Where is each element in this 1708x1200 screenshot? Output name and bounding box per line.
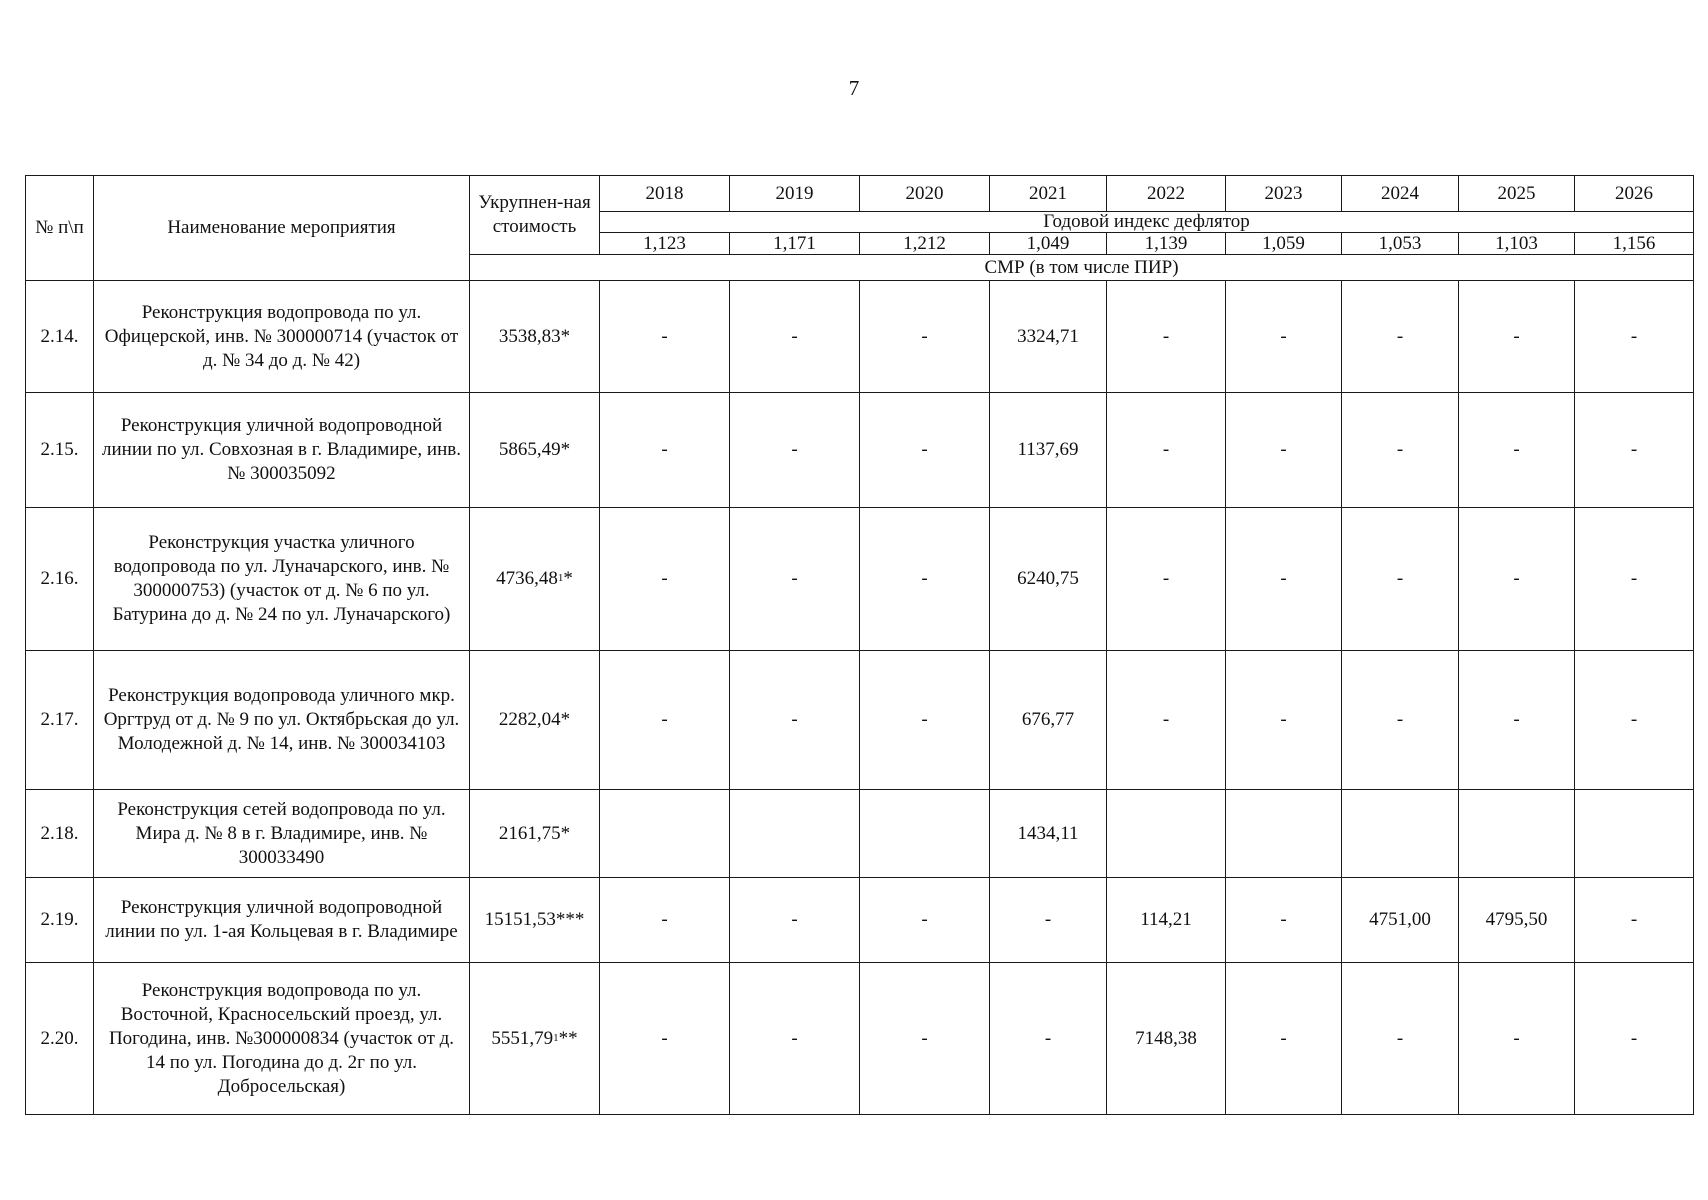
row-value: - [730, 651, 860, 790]
header-year: 2025 [1459, 176, 1575, 212]
header-year: 2020 [860, 176, 990, 212]
header-index: 1,123 [600, 233, 730, 255]
row-value: - [600, 963, 730, 1115]
row-value: - [1107, 651, 1226, 790]
header-num: № п\п [26, 176, 94, 281]
row-value: - [1107, 508, 1226, 651]
row-name: Реконструкция водопровода по ул. Офицерской, инв. № 300000714 (участок от д. № 34 до д. № 42) [94, 281, 470, 393]
cost-superscript: 1 [557, 572, 564, 584]
page-number: 7 [848, 76, 860, 100]
row-value [1342, 790, 1459, 878]
table-row [26, 393, 1694, 508]
row-value: 3324,71 [990, 281, 1107, 393]
row-value: 114,21 [1107, 878, 1226, 963]
cost-value: 4736,48 [496, 568, 558, 589]
row-value: - [1226, 878, 1342, 963]
header-name: Наименование мероприятия [94, 176, 470, 281]
header-year: 2026 [1575, 176, 1694, 212]
investment-table [25, 175, 1694, 1115]
row-name: Реконструкция водопровода уличного мкр. Оргтруд от д. № 9 по ул. Октябрьская до ул. Молодежной д. № 14, инв. № 300034103 [94, 651, 470, 790]
header-smr: СМР (в том числе ПИР) [470, 255, 1694, 281]
row-value: - [1226, 963, 1342, 1115]
row-value: - [860, 281, 990, 393]
row-value: - [1459, 281, 1575, 393]
header-deflator: Годовой индекс дефлятор [600, 212, 1694, 233]
row-value: 1137,69 [990, 393, 1107, 508]
row-value: - [860, 508, 990, 651]
row-value: - [730, 963, 860, 1115]
header-cost: Укрупнен-ная стоимость [470, 176, 600, 255]
table-row [26, 790, 1694, 878]
row-value: - [1459, 393, 1575, 508]
row-value: - [1575, 393, 1694, 508]
row-value [730, 790, 860, 878]
row-value: - [860, 963, 990, 1115]
row-value [860, 790, 990, 878]
row-value [1107, 790, 1226, 878]
row-value: - [1575, 508, 1694, 651]
cost-suffix: * [563, 568, 573, 589]
row-num: 2.20. [26, 963, 94, 1115]
row-num: 2.14. [26, 281, 94, 393]
row-value: - [1226, 508, 1342, 651]
row-name: Реконструкция участка уличного водопровода по ул. Луначарского, инв. № 300000753) (участок от д. № 6 по ул. Батурина до д. № 24 по ул. Луначарского) [94, 508, 470, 651]
header-year: 2019 [730, 176, 860, 212]
row-value: - [730, 878, 860, 963]
row-value: 1434,11 [990, 790, 1107, 878]
header-year: 2022 [1107, 176, 1226, 212]
row-num: 2.17. [26, 651, 94, 790]
row-value: 6240,75 [990, 508, 1107, 651]
row-value: - [1226, 281, 1342, 393]
row-value: - [1575, 281, 1694, 393]
row-value: 676,77 [990, 651, 1107, 790]
cost-superscript: 1 [553, 1031, 559, 1044]
table-row [26, 878, 1694, 963]
row-value: 7148,38 [1107, 963, 1226, 1115]
row-value: - [1459, 651, 1575, 790]
row-value: - [1107, 393, 1226, 508]
row-value [1575, 790, 1694, 878]
row-value: - [1342, 651, 1459, 790]
table-row [26, 281, 1694, 393]
row-value: 4795,50 [1459, 878, 1575, 963]
row-value: - [990, 878, 1107, 963]
row-value: 4751,00 [1342, 878, 1459, 963]
row-value: - [860, 878, 990, 963]
row-value: - [1575, 878, 1694, 963]
header-index: 1,053 [1342, 233, 1459, 255]
row-value: - [1459, 508, 1575, 651]
row-value: - [1342, 508, 1459, 651]
header-year: 2018 [600, 176, 730, 212]
row-num: 2.15. [26, 393, 94, 508]
row-cost: 3538,83* [470, 281, 600, 393]
row-value [600, 790, 730, 878]
header-index: 1,212 [860, 233, 990, 255]
row-value: - [1342, 281, 1459, 393]
row-value: - [600, 281, 730, 393]
row-num: 2.18. [26, 790, 94, 878]
table-row [26, 651, 1694, 790]
header-index: 1,156 [1575, 233, 1694, 255]
row-value: - [860, 393, 990, 508]
row-cost [470, 508, 600, 651]
header-year: 2021 [990, 176, 1107, 212]
row-value: - [600, 878, 730, 963]
row-value: - [990, 963, 1107, 1115]
header-year: 2024 [1342, 176, 1459, 212]
row-value: - [1342, 393, 1459, 508]
cost-suffix: ** [558, 1027, 578, 1049]
row-value [1226, 790, 1342, 878]
row-name: Реконструкция уличной водопроводной линии по ул. 1-ая Кольцевая в г. Владимире [94, 878, 470, 963]
header-index: 1,059 [1226, 233, 1342, 255]
row-cost: 5865,49* [470, 393, 600, 508]
row-name: Реконструкция уличной водопроводной линии по ул. Совхозная в г. Владимире, инв. № 300035092 [94, 393, 470, 508]
row-value: - [1575, 963, 1694, 1115]
header-index: 1,139 [1107, 233, 1226, 255]
row-value: - [730, 393, 860, 508]
header-year: 2023 [1226, 176, 1342, 212]
row-value: - [730, 281, 860, 393]
cost-value: 5551,79 [491, 1027, 554, 1049]
row-num: 2.19. [26, 878, 94, 963]
row-cost: 2161,75* [470, 790, 600, 878]
row-value: - [1107, 281, 1226, 393]
row-value [1459, 790, 1575, 878]
row-value: - [600, 393, 730, 508]
row-name: Реконструкция сетей водопровода по ул. Мира д. № 8 в г. Владимире, инв. № 300033490 [94, 790, 470, 878]
header-index: 1,049 [990, 233, 1107, 255]
row-value: - [1575, 651, 1694, 790]
row-num: 2.16. [26, 508, 94, 651]
row-value: - [600, 651, 730, 790]
row-cost: 2282,04* [470, 651, 600, 790]
table-row [26, 963, 1694, 1115]
header-index: 1,171 [730, 233, 860, 255]
row-cost [470, 963, 600, 1115]
row-value: - [730, 508, 860, 651]
row-cost: 15151,53*** [470, 878, 600, 963]
row-value: - [1226, 651, 1342, 790]
row-value: - [1342, 963, 1459, 1115]
table-row [26, 508, 1694, 651]
row-value: - [600, 508, 730, 651]
row-value: - [860, 651, 990, 790]
row-value: - [1459, 963, 1575, 1115]
header-index: 1,103 [1459, 233, 1575, 255]
row-value: - [1226, 393, 1342, 508]
row-name: Реконструкция водопровода по ул. Восточной, Красносельский проезд, ул. Погодина, инв. №300000834 (участок от д. 14 по ул. Погодина до д. 2г по ул. Добросельская) [94, 963, 470, 1115]
